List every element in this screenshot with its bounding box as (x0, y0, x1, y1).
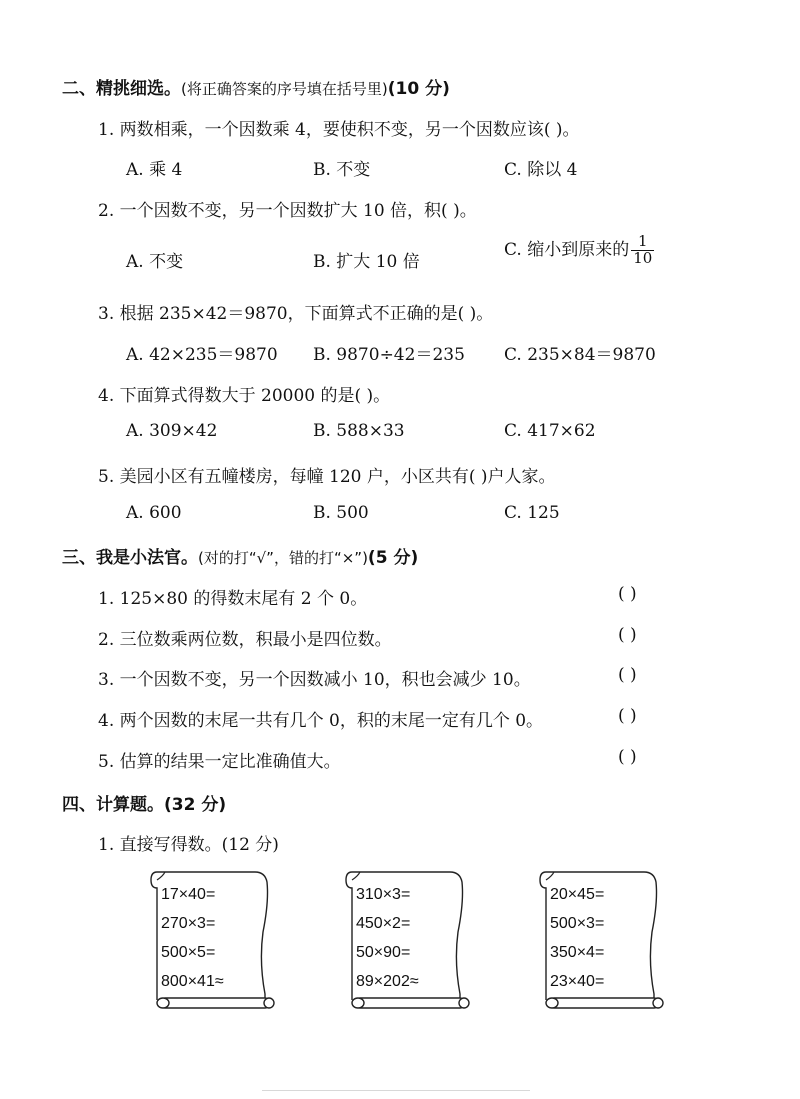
scroll-1-problem-3: 500×5= (161, 944, 216, 961)
section-2-score: (10 分) (387, 79, 450, 99)
section-2-title: 二、精挑细选。 (62, 79, 181, 99)
s2-q4-option-b: B. 588×33 (313, 421, 405, 441)
s2-q2-option-c (504, 234, 654, 267)
s4-subquestion-1: 1. 直接写得数。(12 分) (98, 835, 279, 855)
scroll-1-problem-2: 270×3= (161, 915, 216, 932)
section-2-note: (将正确答案的序号填在括号里) (181, 80, 388, 98)
s2-q2-option-a: A. 不变 (126, 252, 184, 272)
s3-item-1-answer-paren[interactable]: ( ) (618, 584, 637, 604)
fraction-numerator: 1 (631, 234, 654, 251)
scroll-2-problems (356, 880, 419, 996)
s2-q4-option-a: A. 309×42 (126, 421, 218, 441)
section-3-title: 三、我是小法官。 (62, 548, 198, 568)
s2-q2-option-b: B. 扩大 10 倍 (313, 252, 420, 272)
s3-item-4: 4. 两个因数的末尾一共有几个 0，积的末尾一定有几个 0。 (98, 711, 544, 731)
s3-item-1: 1. 125×80 的得数末尾有 2 个 0。 (98, 589, 368, 609)
section-3-score: (5 分) (367, 548, 419, 568)
s2-question-4: 4. 下面算式得数大于 20000 的是( )。 (98, 386, 391, 406)
s2-q1-option-b: B. 不变 (313, 160, 371, 180)
s3-item-4-answer-paren[interactable]: ( ) (618, 706, 637, 726)
s2-q1-option-c: C. 除以 4 (504, 160, 578, 180)
s2-q3-option-b: B. 9870÷42＝235 (313, 345, 465, 365)
scroll-3-problems (550, 880, 604, 996)
fraction-one-tenth (631, 234, 654, 267)
fraction-denominator: 10 (633, 248, 653, 267)
s2-q5-option-a: A. 600 (126, 503, 182, 523)
scroll-card-3 (532, 862, 667, 1014)
s2-question-2: 2. 一个因数不变，另一个因数扩大 10 倍，积( )。 (98, 201, 477, 221)
s2-q2-option-c-text: C. 缩小到原来的 (504, 239, 630, 260)
s3-item-2-answer-paren[interactable]: ( ) (618, 625, 637, 645)
page-footer-divider (262, 1090, 530, 1091)
section-3-heading (62, 543, 418, 568)
s2-q1-option-a: A. 乘 4 (126, 160, 183, 180)
s3-item-3: 3. 一个因数不变，另一个因数减小 10，积也会减少 10。 (98, 670, 531, 690)
scroll-3-problem-4: 23×40= (550, 973, 605, 990)
scroll-card-2 (338, 862, 473, 1014)
s3-item-3-answer-paren[interactable]: ( ) (618, 665, 637, 685)
scroll-1-problems (161, 880, 224, 996)
s3-item-2: 2. 三位数乘两位数，积最小是四位数。 (98, 630, 392, 650)
scroll-card-1 (143, 862, 278, 1014)
section-2-heading (62, 74, 450, 99)
s2-q3-option-c: C. 235×84＝9870 (504, 345, 656, 365)
scroll-2-problem-2: 450×2= (356, 915, 411, 932)
s3-item-5: 5. 估算的结果一定比准确值大。 (98, 752, 341, 772)
s2-question-1: 1. 两数相乘，一个因数乘 4，要使积不变，另一个因数应该( )。 (98, 120, 580, 140)
scroll-3-problem-1: 20×45= (550, 886, 605, 903)
scroll-1-problem-1: 17×40= (161, 886, 216, 903)
scroll-2-problem-1: 310×3= (356, 886, 411, 903)
s3-item-5-answer-paren[interactable]: ( ) (618, 747, 637, 767)
s2-question-5: 5. 美园小区有五幢楼房，每幢 120 户，小区共有( )户人家。 (98, 467, 556, 487)
scroll-3-problem-3: 350×4= (550, 944, 605, 961)
s2-q4-option-c: C. 417×62 (504, 421, 596, 441)
scroll-1-problem-4: 800×41≈ (161, 973, 224, 990)
scroll-2-problem-3: 50×90= (356, 944, 411, 961)
s2-q5-option-b: B. 500 (313, 503, 369, 523)
section-4-title: 四、计算题。(32 分) (62, 795, 227, 815)
section-3-note: (对的打“√”，错的打“×”) (198, 549, 368, 567)
s2-question-3: 3. 根据 235×42＝9870，下面算式不正确的是( )。 (98, 304, 494, 324)
s2-q3-option-a: A. 42×235＝9870 (126, 345, 278, 365)
scroll-2-problem-4: 89×202≈ (356, 973, 419, 990)
scroll-3-problem-2: 500×3= (550, 915, 605, 932)
s2-q5-option-c: C. 125 (504, 503, 560, 523)
